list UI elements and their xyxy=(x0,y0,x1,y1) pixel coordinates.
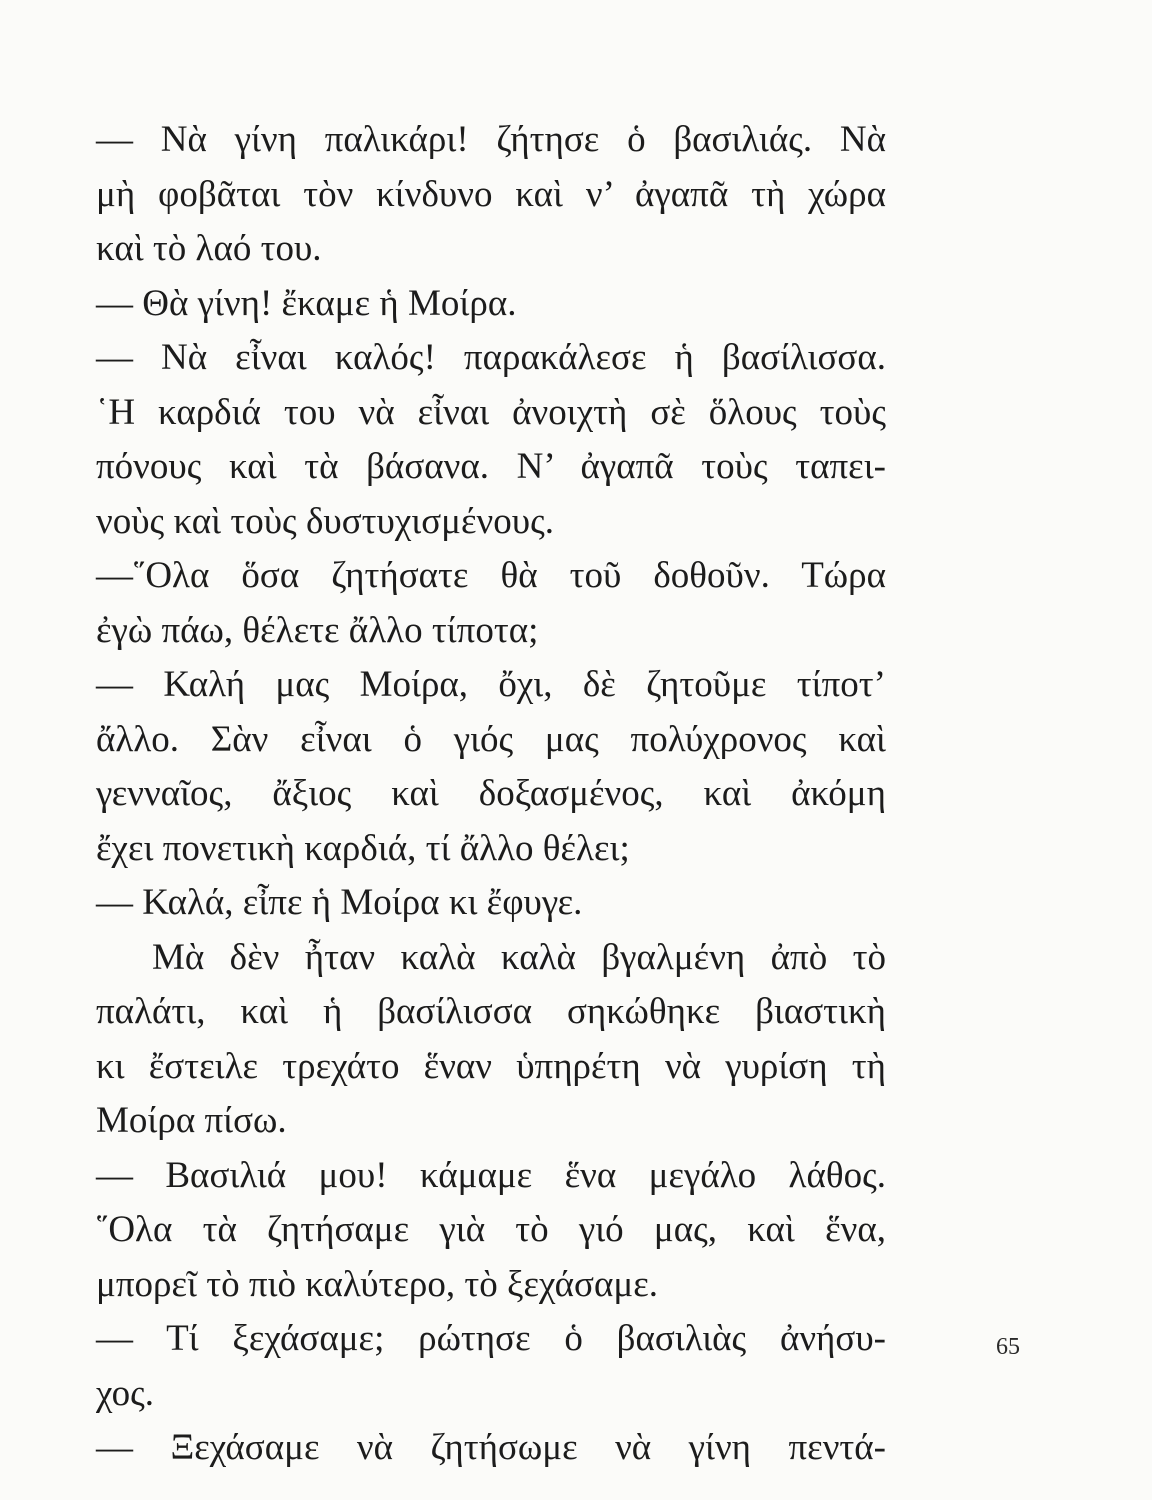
text-line: παλάτι, καὶ ἡ βασίλισσα σηκώθηκε βιαστικὴ xyxy=(96,991,886,1032)
text-line: —῞Ολα ὅσα ζητήσατε θὰ τοῦ δοθοῦν. Τώρα xyxy=(96,555,886,596)
text-line: ῞Ολα τὰ ζητήσαμε γιὰ τὸ γιό μας, καὶ ἕνα, xyxy=(96,1209,886,1250)
text-line: Μὰ δὲν ἦταν καλὰ καλὰ βγαλμένη ἀπὸ τὸ xyxy=(152,936,886,978)
text-line: μπορεῖ τὸ πιὸ καλύτερο, τὸ ξεχάσαμε. xyxy=(96,1263,658,1305)
text-line: πόνους καὶ τὰ βάσανα. Ν’ ἀγαπᾶ τοὺς ταπει- xyxy=(96,446,886,487)
text-line: — Βασιλιά μου! κάμαμε ἕνα μεγάλο λάθος. xyxy=(96,1154,886,1196)
body-text xyxy=(96,113,886,1476)
text-line: — Καλά, εἶπε ἡ Μοίρα κι ἔφυγε. xyxy=(96,882,583,923)
text-line: ἄλλο. Σὰν εἶναι ὁ γιός μας πολύχρονος καὶ xyxy=(96,718,886,760)
text-line: ἐγὼ πάω, θέλετε ἄλλο τίποτα; xyxy=(96,609,539,651)
text-line: χος. xyxy=(96,1372,155,1414)
text-line: — Νὰ εἶναι καλός! παρακάλεσε ἡ βασίλισσα. xyxy=(96,337,886,378)
text-line: Μοίρα πίσω. xyxy=(96,1100,287,1141)
text-line: νοὺς καὶ τοὺς δυστυχισμένους. xyxy=(96,500,554,542)
text-line: — Καλή μας Μοίρα, ὄχι, δὲ ζητοῦμε τίποτ’ xyxy=(96,664,886,705)
text-line: — Θὰ γίνη! ἔκαμε ἡ Μοίρα. xyxy=(96,282,517,324)
text-line: — Ξεχάσαμε νὰ ζητήσωμε νὰ γίνη πεντά- xyxy=(96,1427,886,1468)
text-line: ῾Η καρδιά του νὰ εἶναι ἀνοιχτὴ σὲ ὅλους τοὺς xyxy=(96,391,886,433)
text-line: καὶ τὸ λαό του. xyxy=(96,228,322,269)
text-line: — Τί ξεχάσαμε; ρώτησε ὁ βασιλιὰς ἀνήσυ- xyxy=(96,1318,886,1359)
text-line: μὴ φοβᾶται τὸν κίνδυνο καὶ ν’ ἀγαπᾶ τὴ χώρα xyxy=(96,173,886,215)
text-line: κι ἔστειλε τρεχάτο ἕναν ὑπηρέτη νὰ γυρίση τὴ xyxy=(96,1045,886,1087)
text-line: — Νὰ γίνη παλικάρι! ζήτησε ὁ βασιλιάς. Νὰ xyxy=(96,119,886,160)
text-line: γενναῖος, ἄξιος καὶ δοξασμένος, καὶ ἀκόμη xyxy=(96,773,886,814)
page-number: 65 xyxy=(996,1334,1020,1360)
text-line: ἔχει πονετικὴ καρδιά, τί ἄλλο θέλει; xyxy=(96,827,630,869)
